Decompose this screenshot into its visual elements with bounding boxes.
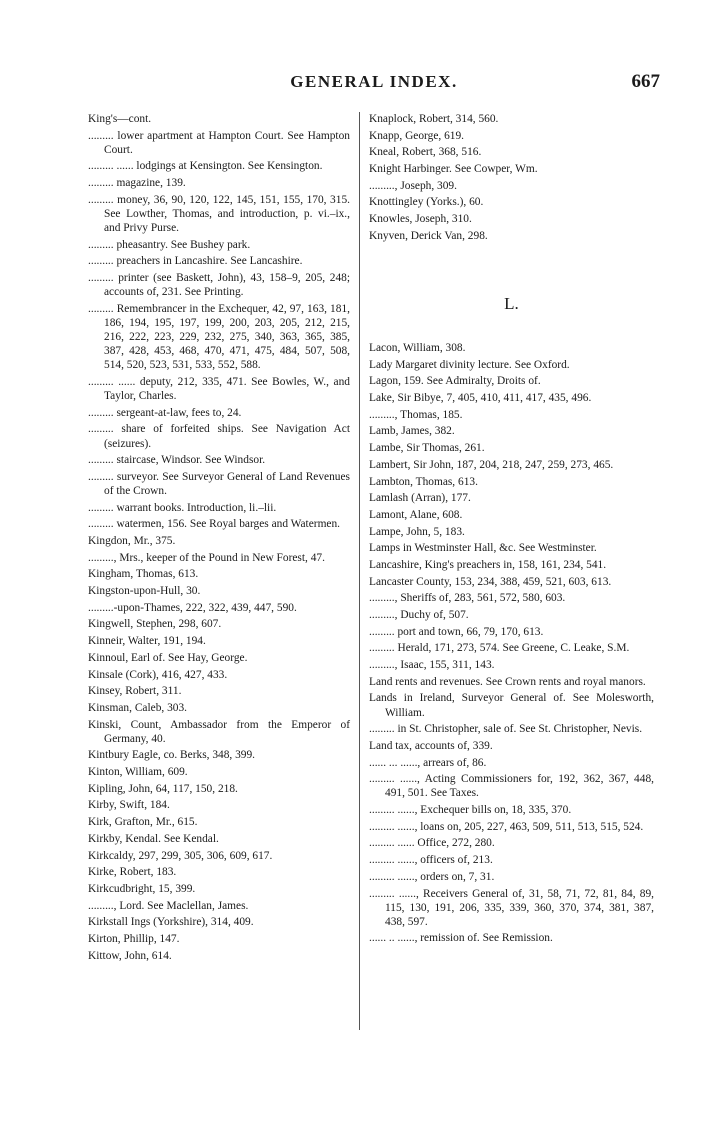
index-entry: ........., Duchy of, 507. <box>369 609 469 621</box>
index-entry: Lampe, John, 5, 183. <box>369 525 465 538</box>
index-entry: Lamont, Alane, 608. <box>369 508 463 521</box>
index-entry: ......... ...... deputy, 212, 335, 471. See Bowles, W., and Taylor, Charles. <box>88 375 350 403</box>
index-entry: Kingwell, Stephen, 298, 607. <box>88 618 222 631</box>
index-entry: Kittow, John, 614. <box>88 949 172 962</box>
index-entry: Lambert, Sir John, 187, 204, 218, 247, 259, 273, 465. <box>369 458 614 471</box>
index-entry: ........., Mrs., keeper of the Pound in New Forest, 47. <box>88 551 325 564</box>
index-entry: Kirby, Swift, 184. <box>88 799 170 812</box>
index-entry: Lake, Sir Bibye, 7, 405, 410, 411, 417, 435, 496. <box>369 392 592 405</box>
index-entry: ......... in St. Christopher, sale of. See St. Christopher, Nevis. <box>369 723 643 736</box>
right-column <box>369 112 654 948</box>
index-entry: Kirkcudbright, 15, 399. <box>88 882 196 895</box>
index-entry: Kintbury Eagle, co. Berks, 348, 399. <box>88 749 256 762</box>
index-entry: ........., Lord. See Maclellan, James. <box>88 899 249 912</box>
right-column-k-entries <box>369 112 654 243</box>
index-entry: Lamlash (Arran), 177. <box>369 492 471 505</box>
index-entry: ......... Herald, 171, 273, 574. See Greene, C. Leake, S.M. <box>369 642 630 655</box>
index-entry: ......... ......, Acting Commissioners for, 192, 362, 367, 448, 491, 501. See Taxes. <box>369 773 654 800</box>
index-entry: Lambton, Thomas, 613. <box>369 475 478 488</box>
index-entry: Lancashire, King's preachers in, 158, 161, 234, 541. <box>369 558 607 571</box>
left-column <box>88 112 350 965</box>
index-entry: ......... share of forfeited ships. See Navigation Act (seizures). <box>88 423 350 450</box>
index-entry: Kneal, Robert, 368, 516. <box>369 146 482 159</box>
index-entry: ......... pheasantry. See Bushey park. <box>88 238 251 251</box>
index-entry: Kirton, Phillip, 147. <box>88 932 180 945</box>
running-title: GENERAL INDEX. <box>290 72 458 91</box>
index-entry: Kirkcaldy, 297, 299, 305, 306, 609, 617. <box>88 849 273 862</box>
index-entry: Kinton, William, 609. <box>88 766 188 779</box>
index-entry: Kinneir, Walter, 191, 194. <box>88 635 206 648</box>
index-entry: ......... warrant books. Introduction, li.–lii. <box>88 501 277 514</box>
index-entry: Lands in Ireland, Surveyor General of. See Molesworth, William. <box>369 692 654 719</box>
index-entry: ...... ... ......, arrears of, 86. <box>369 756 487 769</box>
index-entry: Kipling, John, 64, 117, 150, 218. <box>88 782 238 795</box>
index-entry: ......... money, 36, 90, 120, 122, 145, 151, 155, 170, 315. See Lowther, Thomas, and introduction, p. vi.–ix., and Privy Purse. <box>88 193 350 235</box>
index-entry: ......... printer (see Baskett, John), 43, 158–9, 205, 248; accounts of, 231. See Printing. <box>88 272 350 299</box>
index-entry: ......... ...... Office, 272, 280. <box>369 837 495 850</box>
index-entry: ......... ......, loans on, 205, 227, 463, 509, 511, 513, 515, 524. <box>369 820 644 833</box>
index-entry: Lancaster County, 153, 234, 388, 459, 521, 603, 613. <box>369 575 612 588</box>
index-entry: ......... Remembrancer in the Exchequer, 42, 97, 163, 181, 186, 194, 195, 197, 199, 200, 203, 205, 212, 215, 216, 222, 223, 229, 232, 275, 340, 363, 365, 385, 387, 428, 453, 468, 470, 471, 475, 484, 507, 508, 514, 520, 523, 531, 533, 552, 588. <box>88 302 350 372</box>
index-entry: King's—cont. <box>88 113 152 125</box>
index-entry: Kingham, Thomas, 613. <box>88 568 199 581</box>
index-entry: ......... preachers in Lancashire. See Lancashire. <box>88 255 303 268</box>
index-entry: ........., Joseph, 309. <box>369 179 457 192</box>
index-entry: ........., Sheriffs of, 283, 561, 572, 580, 603. <box>369 592 566 605</box>
index-entry: Kirkby, Kendal. See Kendal. <box>88 832 219 845</box>
column-divider <box>359 112 360 1030</box>
index-entry: ........., Isaac, 155, 311, 143. <box>369 659 495 672</box>
index-entry: Knight Harbinger. See Cowper, Wm. <box>369 163 538 176</box>
right-column-l-entries <box>369 341 654 945</box>
index-entry: ......... ......, Receivers General of, 31, 58, 71, 72, 81, 84, 89, 115, 130, 191, 206, 335, 339, 360, 370, 374, 381, 387, 438, 597. <box>369 887 654 928</box>
index-entry: Kirke, Robert, 183. <box>88 866 177 879</box>
index-entry: Lamb, James, 382. <box>369 425 455 438</box>
index-entry: ......... lower apartment at Hampton Court. See Hampton Court. <box>88 129 350 156</box>
index-entry: ......... watermen, 156. See Royal barges and Watermen. <box>88 518 341 531</box>
index-entry: Kinski, Count, Ambassador from the Emperor of Germany, 40. <box>88 718 350 745</box>
index-entry: ......... port and town, 66, 79, 170, 613. <box>369 625 544 638</box>
index-entry: Kingdon, Mr., 375. <box>88 535 176 548</box>
index-entry: Lady Margaret divinity lecture. See Oxford. <box>369 358 570 371</box>
index-entry: Lambe, Sir Thomas, 261. <box>369 442 485 455</box>
page-header <box>88 72 660 96</box>
index-entry: ......... ......, Exchequer bills on, 18, 335, 370. <box>369 804 572 817</box>
index-entry: ........., Thomas, 185. <box>369 408 463 421</box>
index-entry: ......... ......, orders on, 7, 31. <box>369 870 495 883</box>
index-entry: Lacon, William, 308. <box>369 342 466 354</box>
index-entry: Kinnoul, Earl of. See Hay, George. <box>88 651 248 664</box>
index-entry: ......... sergeant-at-law, fees to, 24. <box>88 406 242 419</box>
index-entry: Knyven, Derick Van, 298. <box>369 229 488 242</box>
index-entry: Kirk, Grafton, Mr., 615. <box>88 816 198 829</box>
index-entry: ......... magazine, 139. <box>88 177 186 190</box>
index-entry: Lagon, 159. See Admiralty, Droits of. <box>369 375 541 388</box>
index-entry: Kinsey, Robert, 311. <box>88 685 182 698</box>
index-entry: ......... staircase, Windsor. See Windsor. <box>88 454 266 467</box>
index-entry: ...... .. ......, remission of. See Remission. <box>369 932 553 945</box>
index-entry: Knapp, George, 619. <box>369 129 465 142</box>
index-entry: Kirkstall Ings (Yorkshire), 314, 409. <box>88 916 254 929</box>
index-entry: Knowles, Joseph, 310. <box>369 213 472 226</box>
index-entry: Lamps in Westminster Hall, &c. See Westminster. <box>369 542 597 555</box>
index-entry: Knottingley (Yorks.), 60. <box>369 196 484 209</box>
index-entry: Land tax, accounts of, 339. <box>369 739 493 752</box>
index-entry: ......... surveyor. See Surveyor General of Land Revenues of the Crown. <box>88 470 350 497</box>
index-entry: ......... ...... lodgings at Kensington. See Kensington. <box>88 160 323 173</box>
section-letter: L. <box>504 293 519 313</box>
index-entry: Kinsale (Cork), 416, 427, 433. <box>88 668 228 681</box>
index-entry: Knaplock, Robert, 314, 560. <box>369 113 499 125</box>
index-entry: Kinsman, Caleb, 303. <box>88 701 188 714</box>
index-entry: Kingston-upon-Hull, 30. <box>88 585 201 598</box>
index-entry: ......... ......, officers of, 213. <box>369 854 493 867</box>
index-entry: .........-upon-Thames, 222, 322, 439, 447, 590. <box>88 601 297 614</box>
index-entry: Land rents and revenues. See Crown rents and royal manors. <box>369 675 646 688</box>
page-number: 667 <box>631 71 660 92</box>
